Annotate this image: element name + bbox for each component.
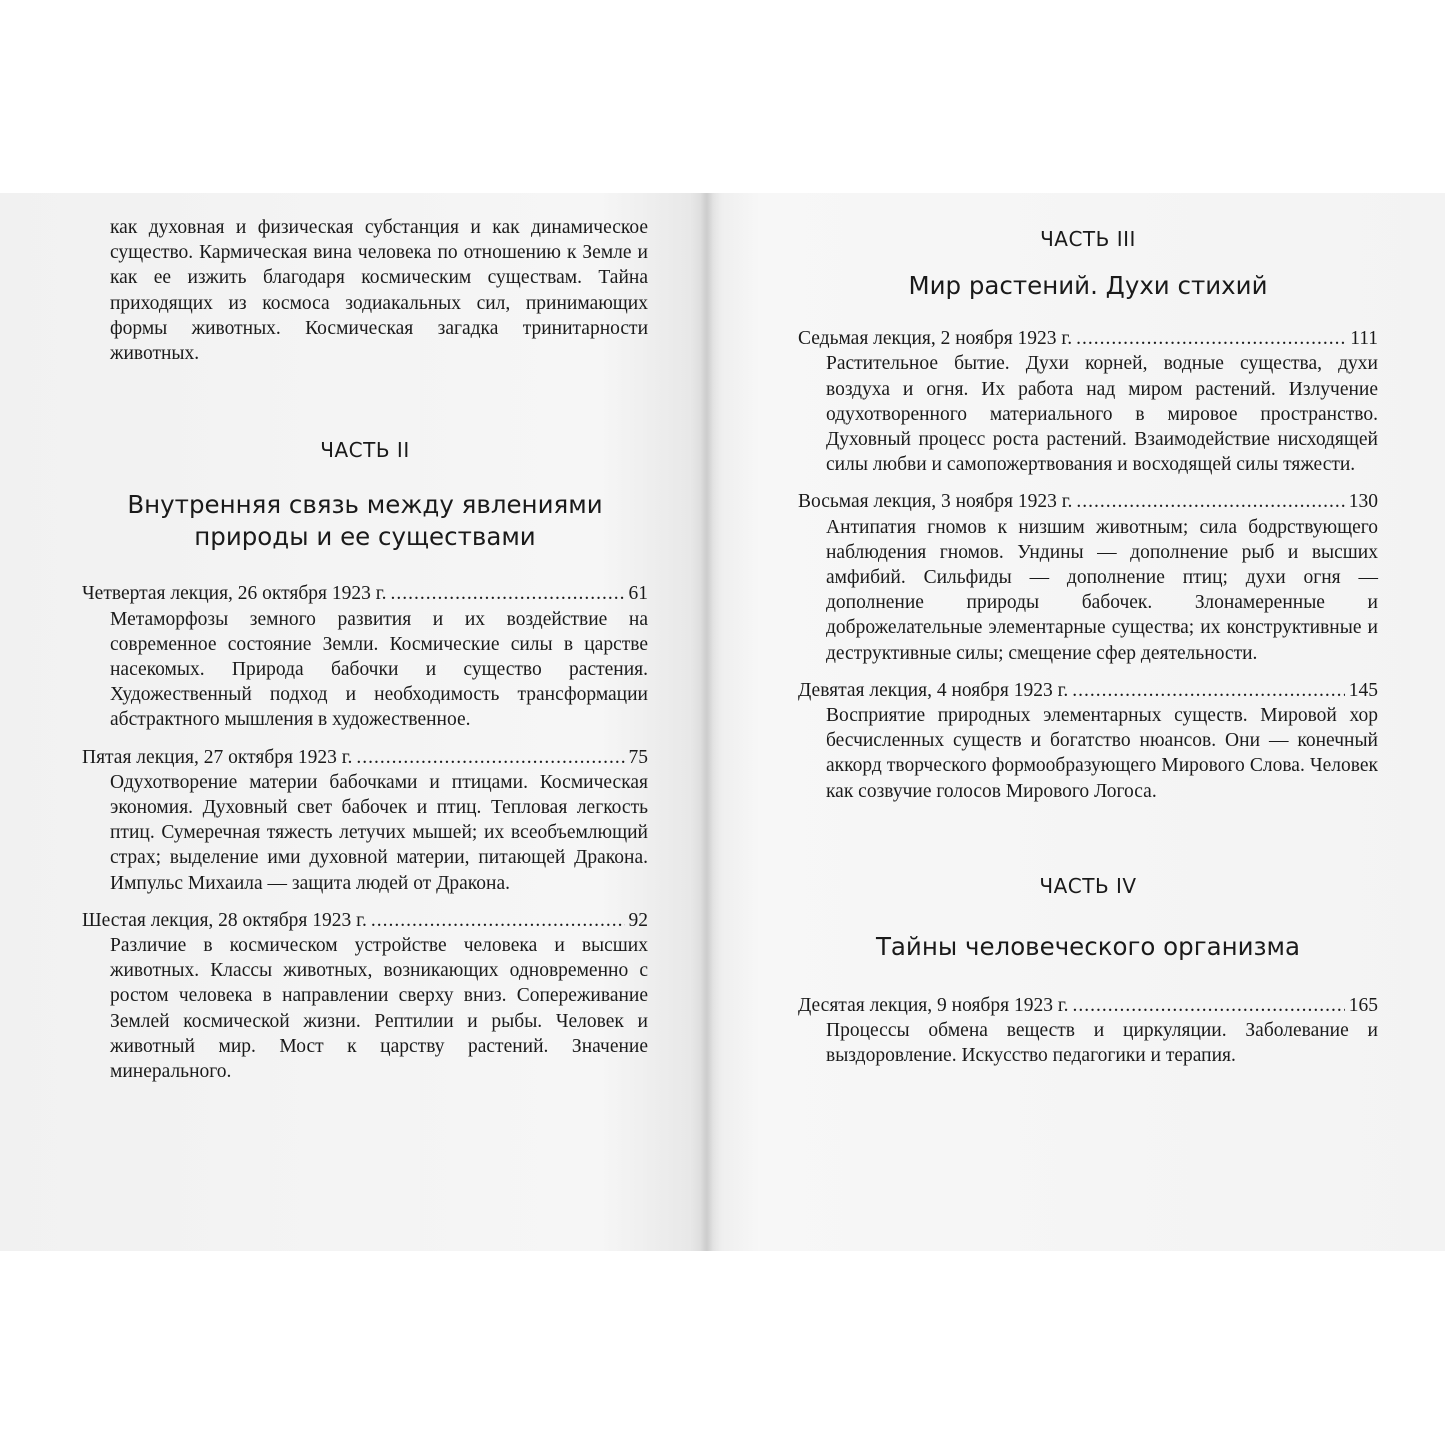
leader-dots (390, 581, 624, 606)
toc-entry-title: Десятая лекция, 9 ноября 1923 г. (798, 995, 1069, 1017)
part-3-title: Мир растений. Духи стихий (908, 271, 1268, 301)
toc-entry-description: Различие в космическом устройстве человека и высших животных. Классы животных, возникающих одновременно с ростом человека в направлении сверху вниз. Сопереживание Землей космической жизни. Рептилии и рыбы. Человек и животный мир. Мост к царству растений. Значение минерального. (110, 935, 648, 1083)
toc-page-number: 165 (1348, 995, 1378, 1017)
leader-dots (371, 908, 625, 933)
toc-entry-head[interactable] (798, 489, 1378, 514)
toc-entry-title: Пятая лекция, 27 октября 1923 г. (82, 746, 353, 768)
leader-dots (356, 745, 624, 770)
toc-entry (82, 745, 648, 896)
toc-entry-head[interactable] (798, 993, 1378, 1018)
leader-dots (1073, 993, 1345, 1018)
toc-entry-head[interactable] (82, 581, 648, 606)
book-gutter (700, 193, 714, 1251)
toc-entry-description: Одухотворение материи бабочками и птицами. Космическая экономия. Духовный свет бабочек и птиц. Тепловая легкость птиц. Сумеречная тяжесть летучих мышей; их всеобъемлющий страх; выделение ими духовной материи, питающей Дракона. Импульс Михаила — защита людей от Дракона. (110, 771, 648, 894)
toc-entry (798, 489, 1378, 665)
toc-entry-title: Девятая лекция, 4 ноября 1923 г. (798, 679, 1069, 701)
toc-entry-description: Антипатия гномов к низшим животным; сила бодрствующего наблюдения гномов. Ундины — дополнение рыб и высших амфибий. Сильфиды — дополнение птиц; духи огня — дополнение природы бабочек. Злонамеренные и доброжелательные элементарные существа; их конструктивные и деструктивные силы; смещение сфер деятельности. (826, 516, 1378, 664)
toc-entry-title: Шестая лекция, 28 октября 1923 г. (82, 909, 367, 931)
leader-dots (1076, 326, 1346, 351)
toc-page-number: 145 (1348, 679, 1378, 701)
toc-entry (798, 993, 1378, 1069)
toc-entry-description: Восприятие природных элементарных существ. Мировой хор бесчисленных существ и богатство нюансов. Они — конечный аккорд творческого формообразующего Мирового Слова. Человек как созвучие голосов Мирового Логоса. (826, 705, 1378, 802)
toc-entry (798, 326, 1378, 477)
leader-dots (1072, 678, 1344, 703)
continuation-text: как духовная и физическая субстанция и как динамическое существо. Кармическая вина человека по отношению к Земле и как ее изжить благодаря космическим существам. Тайна приходящих из космоса зодиакальных сил, принимающих формы животных. Космическая загадка тринитарности животных. (110, 217, 648, 365)
toc-entry-description: Процессы обмена веществ и циркуляции. Заболевание и выздоровление. Искусство педагогики и терапия. (826, 1020, 1378, 1067)
toc-entry-head[interactable] (82, 745, 648, 770)
toc-page-number: 130 (1348, 491, 1378, 513)
toc-entry-head[interactable] (798, 678, 1378, 703)
toc-page-number: 92 (628, 909, 648, 931)
toc-entry (82, 581, 648, 732)
toc-entry-head[interactable] (798, 326, 1378, 351)
toc-entry-title: Восьмая лекция, 3 ноября 1923 г. (798, 491, 1073, 513)
toc-entry-title: Четвертая лекция, 26 октября 1923 г. (82, 583, 387, 605)
right-page (798, 215, 1378, 1069)
toc-entry-description: Метаморфозы земного развития и их воздействие на современное состояние Земли. Космические силы в царстве насекомых. Природа бабочки и существо растения. Художественный подход и необходимость трансформации абстрактного мышления в художественное. (110, 608, 648, 731)
part-2-title: Внутренняя связь между явлениями природы и ее существами (127, 490, 603, 552)
part-3-label: ЧАСТЬ III (1040, 227, 1136, 251)
toc-page-number: 61 (628, 583, 648, 605)
toc-entry-title: Седьмая лекция, 2 ноября 1923 г. (798, 328, 1073, 350)
toc-entry (82, 908, 648, 1084)
left-page (82, 215, 648, 1084)
toc-page-number: 75 (628, 746, 648, 768)
toc-entry (798, 678, 1378, 804)
leader-dots (1076, 489, 1344, 514)
part-2-label: ЧАСТЬ II (320, 438, 410, 463)
toc-entry-description: Растительное бытие. Духи корней, водные существа, духи воздуха и огня. Их работа над миром растений. Излучение одухотворенного материального в мировое пространство. Духовный процесс роста растений. Взаимодействие нисходящей силы любви и самопожертвования и восходящей силы тяжести. (826, 353, 1378, 476)
part-4-title: Тайны человеческого организма (875, 932, 1301, 962)
toc-page-number: 111 (1350, 328, 1378, 350)
part-4-label: ЧАСТЬ IV (1039, 873, 1137, 898)
toc-entry-head[interactable] (82, 908, 648, 933)
